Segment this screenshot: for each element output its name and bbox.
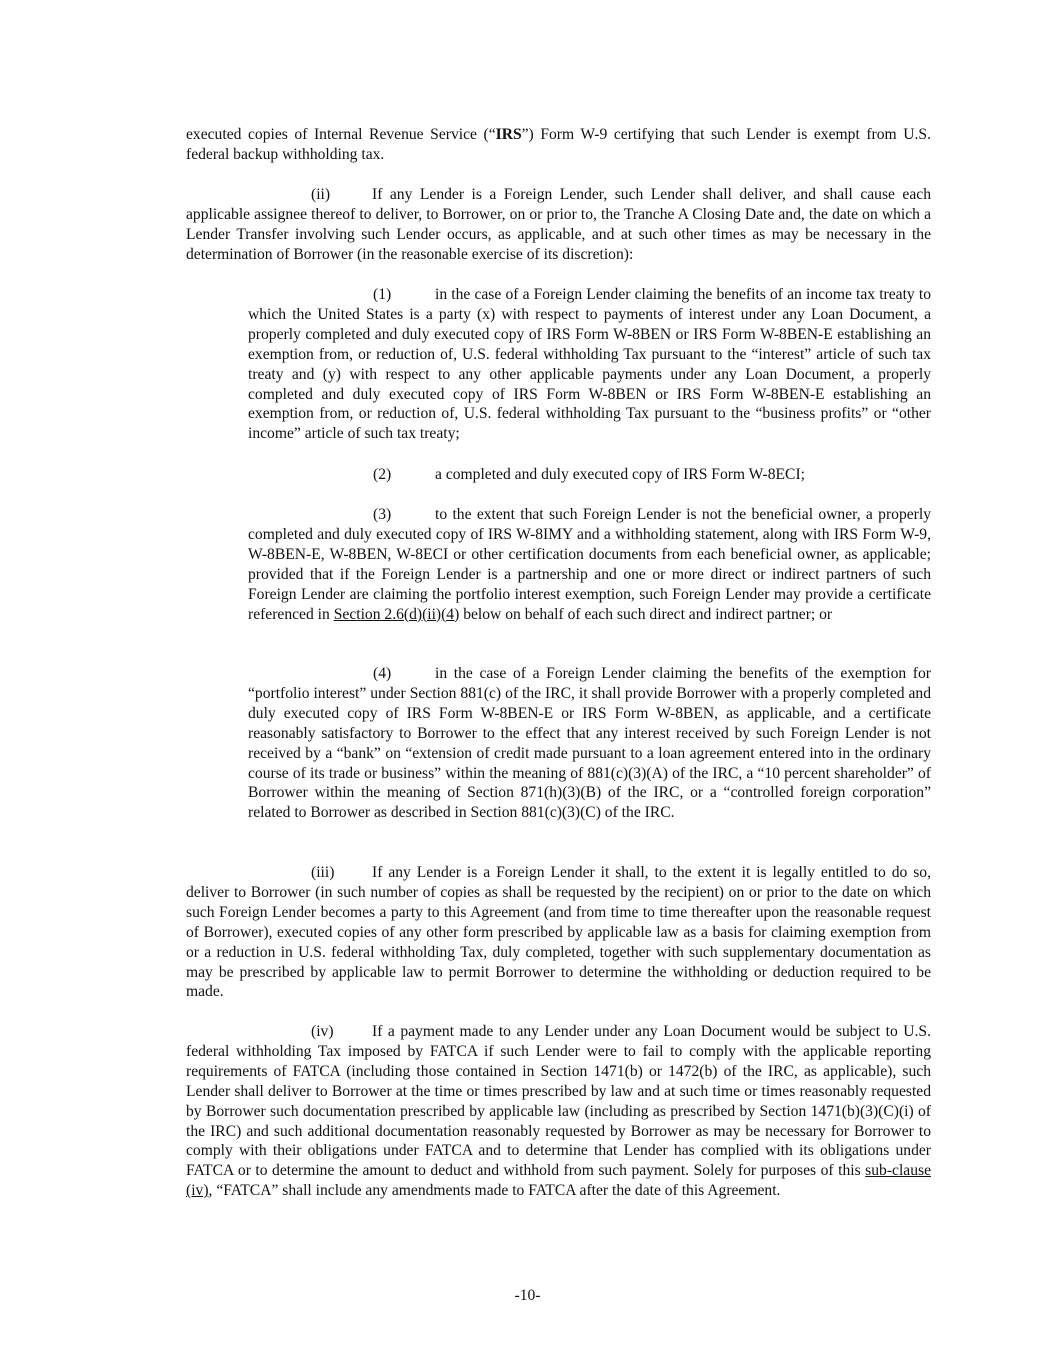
section-reference: Section 2.6(d)(ii)(4)	[333, 605, 460, 623]
clause-number: (2)	[373, 466, 392, 483]
paragraph-iv	[186, 1022, 931, 1201]
paragraph-intro	[186, 125, 931, 165]
paragraph-4	[248, 664, 931, 823]
paragraph-3	[248, 505, 931, 624]
paragraph-iii	[186, 863, 931, 1002]
clause-text: a completed and duly executed copy of IRS Form W-8ECI;	[435, 466, 805, 483]
paragraph-2	[248, 465, 931, 485]
clause-text: in the case of a Foreign Lender claiming the benefits of the exemption for “portfolio interest” under Section 881(c) of the IRC, it shall provide Borrower with a properly completed and duly executed copy of IRS Form W-8BEN-E or IRS Form W-8BEN, as applicable, and a certificate reasonably satisfactory to Borrower to the effect that any interest received by such Foreign Lender is not received by a “bank” on “extension of credit made pursuant to a loan agreement entered into in the ordinary course of its trade or business” within the meaning of 881(c)(3)(A) of the IRC, a “10 percent shareholder” of Borrower within the meaning of Section 871(h)(3)(B) of the IRC, or a “controlled foreign corporation” related to Borrower as described in Section 881(c)(3)(C) of the IRC.	[248, 665, 931, 822]
clause-number: (ii)	[311, 186, 331, 203]
clause-number: (1)	[373, 286, 392, 303]
clause-text: in the case of a Foreign Lender claiming the benefits of an income tax treaty to which the United States is a party (x) with respect to payments of interest under any Loan Document, a properly completed and duly executed copy of IRS Form W-8BEN or IRS Form W-8BEN-E establishing an exemption from, or reduction of, U.S. federal withholding Tax pursuant to the “interest” article of such tax treaty and (y) with respect to any other applicable payments under any Loan Document, a properly completed and duly executed copy of IRS Form W-8BEN or IRS Form W-8BEN-E establishing an exemption from, or reduction of, U.S. federal withholding Tax pursuant to the “business profits” or “other income” article of such tax treaty;	[248, 286, 931, 443]
paragraph-1	[248, 285, 931, 444]
clause-text: If a payment made to any Lender under any Loan Document would be subject to U.S. federal withholding Tax imposed by FATCA if such Lender were to fail to comply with the applicable reporting requirements of FATCA (including those contained in Section 1471(b) or 1472(b) of the IRC, as applicable), such Lender shall deliver to Borrower at the time or times prescribed by law and at such time or times reasonably requested by Borrower such documentation prescribed by applicable law (including as prescribed by Section 1471(b)(3)(C)(i) of the IRC) and such additional documentation reasonably requested by Borrower as may be necessary for Borrower to comply with their obligations under FATCA and to determine that Lender has complied with its obligations under FATCA or to determine the amount to deduct and withhold from such payment. Solely for purposes of this	[186, 1023, 931, 1180]
clause-number: (iii)	[311, 864, 335, 881]
paragraph-ii	[186, 185, 931, 265]
defined-term-irs: IRS	[495, 126, 522, 143]
text-run: executed copies of Internal Revenue Service (“	[186, 126, 496, 143]
clause-text: to the extent that such Foreign Lender is not the beneficial owner, a properly completed and duly executed copy of IRS W-8IMY and a withholding statement, along with IRS Form W-9, W-8BEN-E, W-8BEN, W-8ECI or other certification documents from each beneficial owner, as applicable; provided that if the Foreign Lender is a partnership and one or more direct or indirect partners of such Foreign Lender are claiming the portfolio interest exemption, such Foreign Lender may provide a certificate referenced in	[248, 506, 931, 623]
clause-number: (4)	[373, 665, 392, 682]
clause-text: below on behalf of each such direct and indirect partner; or	[459, 605, 833, 623]
clause-text: , “FATCA” shall include any amendments made to FATCA after the date of this Agreement.	[208, 1182, 781, 1200]
clause-text: If any Lender is a Foreign Lender it shall, to the extent it is legally entitled to do so, deliver to Borrower (in such number of copies as shall be requested by the recipient) on or prior to the date on which such Foreign Lender becomes a party to this Agreement (and from time to time thereafter upon the reasonable request of Borrower), executed copies of any other form prescribed by applicable law as a basis for claiming exemption from or a reduction in U.S. federal withholding Tax, duly completed, together with such supplementary documentation as may be prescribed by applicable law to permit Borrower to determine the withholding or deduction required to be made.	[186, 864, 931, 1001]
clause-text: If any Lender is a Foreign Lender, such Lender shall deliver, and shall cause each applicable assignee thereof to deliver, to Borrower, on or prior to, the Tranche A Closing Date and, the date on which a Lender Transfer involving such Lender occurs, as applicable, and at such other times as may be necessary in the determination of Borrower (in the reasonable exercise of its discretion):	[186, 186, 931, 263]
section-reference: sub-clause (iv)	[186, 1162, 931, 1200]
clause-number: (3)	[373, 506, 392, 523]
text-run: ”) Form W-9 certifying that such Lender is exempt from U.S. federal backup withholding tax.	[186, 126, 931, 163]
clause-number: (iv)	[311, 1023, 334, 1040]
page-number: -10-	[514, 1287, 541, 1304]
